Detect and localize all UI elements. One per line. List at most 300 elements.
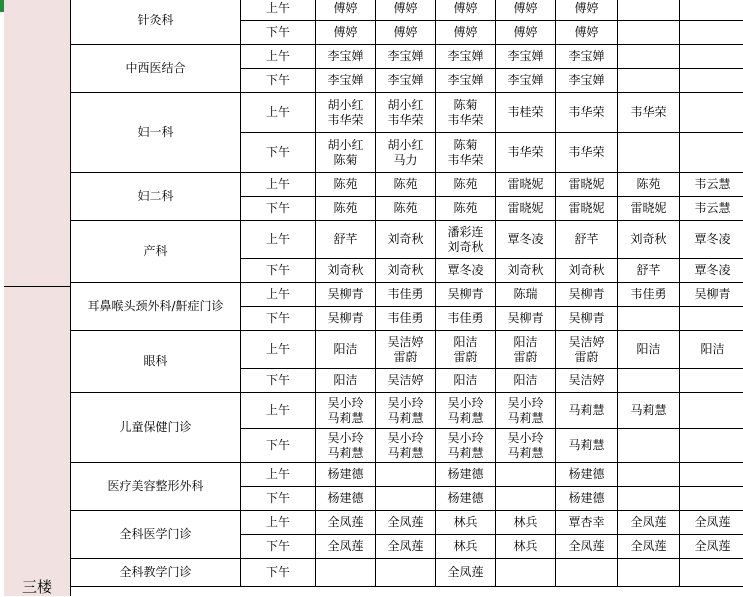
- doctor-name: 刘奇秋: [496, 263, 555, 278]
- doctor-name: 马莉慧: [376, 446, 435, 461]
- schedule-cell[interactable]: [376, 511, 436, 535]
- schedule-cell[interactable]: [556, 369, 618, 393]
- schedule-cell[interactable]: [376, 307, 436, 331]
- schedule-cell[interactable]: [496, 463, 556, 487]
- schedule-cell[interactable]: [436, 369, 496, 393]
- schedule-cell[interactable]: [680, 429, 743, 463]
- doctor-name: 李宝婵: [376, 73, 435, 88]
- table-row: [71, 0, 743, 21]
- doctor-name: 雷蔚: [496, 350, 555, 365]
- schedule-cell[interactable]: [316, 331, 376, 369]
- doctor-name: 阳洁: [316, 342, 375, 357]
- schedule-cell[interactable]: [436, 283, 496, 307]
- schedule-cell[interactable]: [618, 45, 680, 69]
- doctor-name: 傅婷: [556, 25, 617, 40]
- doctor-name: 马莉慧: [556, 438, 617, 453]
- schedule-cell[interactable]: [680, 45, 743, 69]
- doctor-name: 林兵: [496, 515, 555, 530]
- doctor-name: 雷晓妮: [496, 177, 555, 192]
- session-cell[interactable]: 上午: [241, 221, 316, 259]
- schedule-cell[interactable]: [496, 283, 556, 307]
- schedule-cell[interactable]: [556, 45, 618, 69]
- schedule-cell[interactable]: [436, 197, 496, 221]
- doctor-name: 傅婷: [556, 1, 617, 16]
- doctor-name: 全凤莲: [316, 515, 375, 530]
- doctor-name: 韦云慧: [680, 177, 743, 192]
- doctor-name: 刘奇秋: [436, 240, 495, 255]
- doctor-name: 马莉慧: [556, 403, 617, 418]
- doctor-name: 吴洁婷: [376, 373, 435, 388]
- session-cell[interactable]: 上午: [241, 511, 316, 535]
- schedule-cell[interactable]: [496, 173, 556, 197]
- schedule-cell[interactable]: [496, 331, 556, 369]
- floor-label[interactable]: 三楼: [4, 576, 70, 597]
- schedule-cell[interactable]: [680, 511, 743, 535]
- department-cell[interactable]: 妇一科: [71, 93, 241, 173]
- doctor-name: 傅婷: [436, 25, 495, 40]
- schedule-cell[interactable]: [496, 133, 556, 173]
- doctor-name: 刘奇秋: [376, 232, 435, 247]
- schedule-cell[interactable]: [316, 0, 376, 21]
- schedule-cell[interactable]: [680, 93, 743, 133]
- schedule-cell[interactable]: [376, 463, 436, 487]
- doctor-name: 吴小玲: [496, 431, 555, 446]
- doctor-name: 李宝婵: [376, 49, 435, 64]
- schedule-cell[interactable]: [436, 487, 496, 511]
- schedule-cell[interactable]: [316, 45, 376, 69]
- doctor-name: 韦佳勇: [436, 311, 495, 326]
- doctor-name: 马莉慧: [376, 411, 435, 426]
- doctor-name: 李宝婵: [496, 73, 555, 88]
- session-cell[interactable]: 下午: [241, 197, 316, 221]
- doctor-name: 马莉慧: [436, 411, 495, 426]
- doctor-name: 阳洁: [436, 335, 495, 350]
- schedule-cell[interactable]: [618, 221, 680, 259]
- doctor-name: 阳洁: [496, 373, 555, 388]
- schedule-cell[interactable]: [376, 283, 436, 307]
- doctor-name: 雷晓妮: [556, 201, 617, 216]
- schedule-cell[interactable]: [376, 259, 436, 283]
- doctor-name: 陈苑: [376, 201, 435, 216]
- schedule-cell[interactable]: [436, 535, 496, 559]
- doctor-name: 吴小玲: [316, 396, 375, 411]
- schedule-cell[interactable]: [496, 559, 556, 587]
- schedule-cell[interactable]: [618, 21, 680, 45]
- schedule-cell[interactable]: [556, 283, 618, 307]
- doctor-name: 林兵: [496, 539, 555, 554]
- doctor-name: 林兵: [436, 539, 495, 554]
- session-cell[interactable]: 下午: [241, 69, 316, 93]
- schedule-cell[interactable]: [316, 559, 376, 587]
- doctor-name: 韦佳勇: [376, 311, 435, 326]
- doctor-name: 吴柳青: [316, 287, 375, 302]
- doctor-name: 韦桂荣: [496, 105, 555, 120]
- schedule-cell[interactable]: [556, 535, 618, 559]
- doctor-name: 全凤莲: [680, 515, 743, 530]
- doctor-name: 韦华荣: [618, 105, 679, 120]
- schedule-cell[interactable]: [436, 0, 496, 21]
- schedule-cell[interactable]: [436, 93, 496, 133]
- schedule-cell[interactable]: [680, 197, 743, 221]
- schedule-cell[interactable]: [376, 197, 436, 221]
- schedule-cell[interactable]: [496, 369, 556, 393]
- schedule-cell[interactable]: [496, 511, 556, 535]
- schedule-cell[interactable]: [316, 369, 376, 393]
- doctor-name: 吴柳青: [556, 287, 617, 302]
- schedule-cell[interactable]: [680, 393, 743, 429]
- schedule-cell[interactable]: [496, 21, 556, 45]
- schedule-cell[interactable]: [618, 429, 680, 463]
- schedule-cell[interactable]: [496, 0, 556, 21]
- schedule-cell[interactable]: [618, 133, 680, 173]
- doctor-name: 马莉慧: [316, 411, 375, 426]
- doctor-name: 傅婷: [376, 25, 435, 40]
- doctor-name: 马莉慧: [436, 446, 495, 461]
- schedule-cell[interactable]: [556, 259, 618, 283]
- doctor-name: 吴小玲: [316, 431, 375, 446]
- schedule-cell[interactable]: [436, 429, 496, 463]
- department-cell[interactable]: 中西医结合: [71, 45, 241, 93]
- schedule-cell[interactable]: [316, 511, 376, 535]
- doctor-name: 胡小红: [316, 138, 375, 153]
- schedule-cell[interactable]: [376, 21, 436, 45]
- schedule-cell[interactable]: [556, 197, 618, 221]
- schedule-cell[interactable]: [376, 369, 436, 393]
- doctor-name: 覃冬凌: [496, 232, 555, 247]
- schedule-cell[interactable]: [436, 307, 496, 331]
- session-cell[interactable]: 上午: [241, 173, 316, 197]
- session-cell[interactable]: 下午: [241, 259, 316, 283]
- schedule-cell[interactable]: [618, 259, 680, 283]
- schedule-cell[interactable]: [316, 69, 376, 93]
- schedule-cell[interactable]: [436, 133, 496, 173]
- schedule-cell[interactable]: [680, 133, 743, 173]
- session-cell[interactable]: 下午: [241, 307, 316, 331]
- schedule-cell[interactable]: [680, 173, 743, 197]
- session-cell[interactable]: 上午: [241, 463, 316, 487]
- table-row: [71, 221, 743, 259]
- session-cell[interactable]: 下午: [241, 369, 316, 393]
- doctor-name: 全凤莲: [436, 565, 495, 580]
- doctor-name: 全凤莲: [376, 539, 435, 554]
- doctor-name: 陈苑: [316, 177, 375, 192]
- schedule-cell[interactable]: [618, 173, 680, 197]
- doctor-name: 李宝婵: [316, 49, 375, 64]
- doctor-name: 吴洁婷: [556, 373, 617, 388]
- schedule-cell[interactable]: [376, 173, 436, 197]
- doctor-name: 陈苑: [618, 177, 679, 192]
- schedule-cell[interactable]: [376, 429, 436, 463]
- session-cell[interactable]: 下午: [241, 559, 316, 587]
- session-cell[interactable]: 下午: [241, 535, 316, 559]
- schedule-cell[interactable]: [316, 173, 376, 197]
- doctor-name: 李宝婵: [436, 49, 495, 64]
- doctor-name: 吴小玲: [376, 396, 435, 411]
- schedule-cell[interactable]: [376, 487, 436, 511]
- doctor-name: 全凤莲: [376, 515, 435, 530]
- schedule-cell[interactable]: [556, 307, 618, 331]
- doctor-name: 阳洁: [618, 342, 679, 357]
- department-cell[interactable]: 全科教学门诊: [71, 559, 241, 587]
- schedule-cell[interactable]: [618, 69, 680, 93]
- doctor-name: 潘彩连: [436, 225, 495, 240]
- schedule-cell[interactable]: [680, 487, 743, 511]
- session-cell[interactable]: 上午: [241, 331, 316, 369]
- schedule-cell[interactable]: [376, 0, 436, 21]
- session-cell[interactable]: 下午: [241, 429, 316, 463]
- doctor-name: 雷蔚: [556, 350, 617, 365]
- doctor-name: 陈菊: [436, 138, 495, 153]
- department-cell[interactable]: 妇二科: [71, 173, 241, 221]
- schedule-cell[interactable]: [436, 559, 496, 587]
- doctor-name: 杨建德: [556, 491, 617, 506]
- table-row: [71, 93, 743, 133]
- doctor-name: 吴柳青: [316, 311, 375, 326]
- doctor-name: 覃冬凌: [680, 263, 743, 278]
- schedule-cell[interactable]: [556, 69, 618, 93]
- schedule-cell[interactable]: [680, 535, 743, 559]
- doctor-name: 李宝婵: [496, 49, 555, 64]
- department-cell[interactable]: 针灸科: [71, 0, 241, 45]
- doctor-name: 吴小玲: [436, 396, 495, 411]
- doctor-name: 全凤莲: [556, 539, 617, 554]
- doctor-name: 杨建德: [436, 491, 495, 506]
- doctor-name: 吴洁婷: [376, 335, 435, 350]
- doctor-name: 马莉慧: [316, 446, 375, 461]
- schedule-cell[interactable]: [556, 93, 618, 133]
- doctor-name: 陈苑: [316, 201, 375, 216]
- schedule-cell[interactable]: [316, 21, 376, 45]
- department-cell[interactable]: 产科: [71, 221, 241, 283]
- schedule-cell[interactable]: [556, 221, 618, 259]
- table-row: [71, 331, 743, 369]
- schedule-cell[interactable]: [436, 173, 496, 197]
- schedule-cell[interactable]: [556, 0, 618, 21]
- schedule-cell[interactable]: [376, 69, 436, 93]
- schedule-cell[interactable]: [680, 331, 743, 369]
- schedule-cell[interactable]: [618, 487, 680, 511]
- schedule-cell[interactable]: [496, 197, 556, 221]
- schedule-cell[interactable]: [680, 221, 743, 259]
- floor-column[interactable]: [4, 0, 71, 596]
- schedule-cell[interactable]: [316, 307, 376, 331]
- doctor-name: 杨建德: [436, 467, 495, 482]
- schedule-cell[interactable]: [436, 463, 496, 487]
- doctor-name: 吴小玲: [436, 431, 495, 446]
- department-cell[interactable]: 眼科: [71, 331, 241, 393]
- doctor-name: 韦华荣: [316, 113, 375, 128]
- schedule-cell[interactable]: [680, 283, 743, 307]
- doctor-name: 全凤莲: [618, 539, 679, 554]
- schedule-cell[interactable]: [496, 45, 556, 69]
- session-cell[interactable]: 下午: [241, 487, 316, 511]
- doctor-name: 傅婷: [316, 25, 375, 40]
- doctor-name: 吴柳青: [556, 311, 617, 326]
- doctor-name: 覃冬凌: [680, 232, 743, 247]
- schedule-cell[interactable]: [316, 535, 376, 559]
- doctor-name: 全凤莲: [316, 539, 375, 554]
- schedule-cell[interactable]: [316, 393, 376, 429]
- doctor-name: 吴柳青: [436, 287, 495, 302]
- session-cell[interactable]: 上午: [241, 0, 316, 21]
- doctor-name: 韦华荣: [436, 153, 495, 168]
- doctor-name: 林兵: [436, 515, 495, 530]
- doctor-name: 马力: [376, 153, 435, 168]
- doctor-name: 吴洁婷: [556, 335, 617, 350]
- schedule-cell[interactable]: [556, 463, 618, 487]
- session-cell[interactable]: 上午: [241, 93, 316, 133]
- schedule-cell[interactable]: [496, 535, 556, 559]
- session-cell[interactable]: 下午: [241, 21, 316, 45]
- schedule-cell[interactable]: [496, 487, 556, 511]
- schedule-cell[interactable]: [618, 393, 680, 429]
- schedule-cell[interactable]: [316, 429, 376, 463]
- doctor-name: 胡小红: [316, 98, 375, 113]
- schedule-cell[interactable]: [316, 487, 376, 511]
- doctor-name: 刘奇秋: [556, 263, 617, 278]
- table-row: [71, 559, 743, 587]
- doctor-name: 雷蔚: [436, 350, 495, 365]
- schedule-cell[interactable]: [556, 559, 618, 587]
- schedule-cell[interactable]: [436, 511, 496, 535]
- doctor-name: 覃冬凌: [436, 263, 495, 278]
- table-row: [71, 45, 743, 69]
- schedule-cell[interactable]: [680, 69, 743, 93]
- schedule-cell[interactable]: [556, 393, 618, 429]
- doctor-name: 韦华荣: [436, 113, 495, 128]
- doctor-name: 刘奇秋: [316, 263, 375, 278]
- doctor-name: 刘奇秋: [618, 232, 679, 247]
- schedule-cell[interactable]: [496, 307, 556, 331]
- table-row: [71, 283, 743, 307]
- schedule-cell[interactable]: [680, 463, 743, 487]
- schedule-cell[interactable]: [618, 331, 680, 369]
- schedule-cell[interactable]: [618, 283, 680, 307]
- doctor-name: 马莉慧: [496, 411, 555, 426]
- schedule-cell[interactable]: [316, 259, 376, 283]
- schedule-cell[interactable]: [436, 331, 496, 369]
- schedule-cell[interactable]: [316, 133, 376, 173]
- schedule-cell[interactable]: [556, 487, 618, 511]
- schedule-cell[interactable]: [618, 559, 680, 587]
- schedule-cell[interactable]: [376, 93, 436, 133]
- schedule-cell[interactable]: [316, 283, 376, 307]
- schedule-cell[interactable]: [680, 369, 743, 393]
- doctor-name: 陈苑: [436, 201, 495, 216]
- doctor-name: 雷晓妮: [496, 201, 555, 216]
- schedule-cell[interactable]: [618, 93, 680, 133]
- session-cell[interactable]: 上午: [241, 45, 316, 69]
- schedule-cell[interactable]: [618, 0, 680, 21]
- schedule-cell[interactable]: [436, 21, 496, 45]
- doctor-name: 马莉慧: [618, 403, 679, 418]
- doctor-name: 雷晓妮: [618, 201, 679, 216]
- department-cell[interactable]: 医疗美容整形外科: [71, 463, 241, 511]
- doctor-name: 陈菊: [436, 98, 495, 113]
- schedule-cell[interactable]: [496, 393, 556, 429]
- schedule-cell[interactable]: [556, 511, 618, 535]
- schedule-cell[interactable]: [680, 307, 743, 331]
- schedule-cell[interactable]: [618, 369, 680, 393]
- schedule-cell[interactable]: [376, 221, 436, 259]
- schedule-cell[interactable]: [376, 45, 436, 69]
- department-cell[interactable]: 儿童保健门诊: [71, 393, 241, 463]
- doctor-name: 全凤莲: [618, 515, 679, 530]
- doctor-name: 韦云慧: [680, 201, 743, 216]
- schedule-cell[interactable]: [496, 429, 556, 463]
- department-cell[interactable]: 耳鼻喉头颈外科/鼾症门诊: [71, 283, 241, 331]
- schedule-cell[interactable]: [316, 197, 376, 221]
- schedule-cell[interactable]: [496, 259, 556, 283]
- schedule-cell[interactable]: [496, 69, 556, 93]
- schedule-cell[interactable]: [436, 259, 496, 283]
- doctor-name: 傅婷: [376, 1, 435, 16]
- table-row: [71, 393, 743, 429]
- schedule-cell[interactable]: [556, 133, 618, 173]
- schedule-cell[interactable]: [680, 259, 743, 283]
- schedule-table: [70, 0, 743, 587]
- schedule-cell[interactable]: [436, 393, 496, 429]
- session-cell[interactable]: 上午: [241, 283, 316, 307]
- schedule-cell[interactable]: [436, 221, 496, 259]
- schedule-cell[interactable]: [618, 463, 680, 487]
- schedule-cell[interactable]: [618, 511, 680, 535]
- schedule-cell[interactable]: [316, 93, 376, 133]
- schedule-cell[interactable]: [376, 133, 436, 173]
- schedule-cell[interactable]: [556, 21, 618, 45]
- schedule-cell[interactable]: [556, 331, 618, 369]
- doctor-name: 覃杏幸: [556, 515, 617, 530]
- schedule-cell[interactable]: [680, 559, 743, 587]
- schedule-cell[interactable]: [680, 0, 743, 21]
- doctor-name: 韦华荣: [376, 113, 435, 128]
- session-cell[interactable]: 上午: [241, 393, 316, 429]
- schedule-cell[interactable]: [316, 463, 376, 487]
- schedule-cell[interactable]: [436, 45, 496, 69]
- doctor-name: 阳洁: [680, 342, 743, 357]
- schedule-cell[interactable]: [376, 393, 436, 429]
- department-cell[interactable]: 全科医学门诊: [71, 511, 241, 559]
- doctor-name: 阳洁: [436, 373, 495, 388]
- doctor-name: 韦佳勇: [618, 287, 679, 302]
- doctor-name: 阳洁: [496, 335, 555, 350]
- doctor-name: 李宝婵: [436, 73, 495, 88]
- schedule-cell[interactable]: [376, 535, 436, 559]
- doctor-name: 杨建德: [316, 491, 375, 506]
- schedule-cell[interactable]: [496, 221, 556, 259]
- table-row: [71, 511, 743, 535]
- schedule-cell[interactable]: [496, 93, 556, 133]
- schedule-cell[interactable]: [316, 221, 376, 259]
- doctor-name: 杨建德: [556, 467, 617, 482]
- doctor-name: 陈瑞: [496, 287, 555, 302]
- schedule-cell[interactable]: [436, 69, 496, 93]
- session-cell[interactable]: 下午: [241, 133, 316, 173]
- schedule-cell[interactable]: [556, 429, 618, 463]
- schedule-cell[interactable]: [618, 307, 680, 331]
- schedule-cell[interactable]: [618, 197, 680, 221]
- doctor-name: 雷蔚: [376, 350, 435, 365]
- schedule-cell[interactable]: [618, 535, 680, 559]
- doctor-name: 马莉慧: [496, 446, 555, 461]
- schedule-cell[interactable]: [680, 21, 743, 45]
- schedule-cell[interactable]: [376, 331, 436, 369]
- doctor-name: 陈苑: [376, 177, 435, 192]
- doctor-name: 韦佳勇: [376, 287, 435, 302]
- doctor-name: 陈苑: [436, 177, 495, 192]
- schedule-cell[interactable]: [556, 173, 618, 197]
- schedule-cell[interactable]: [376, 559, 436, 587]
